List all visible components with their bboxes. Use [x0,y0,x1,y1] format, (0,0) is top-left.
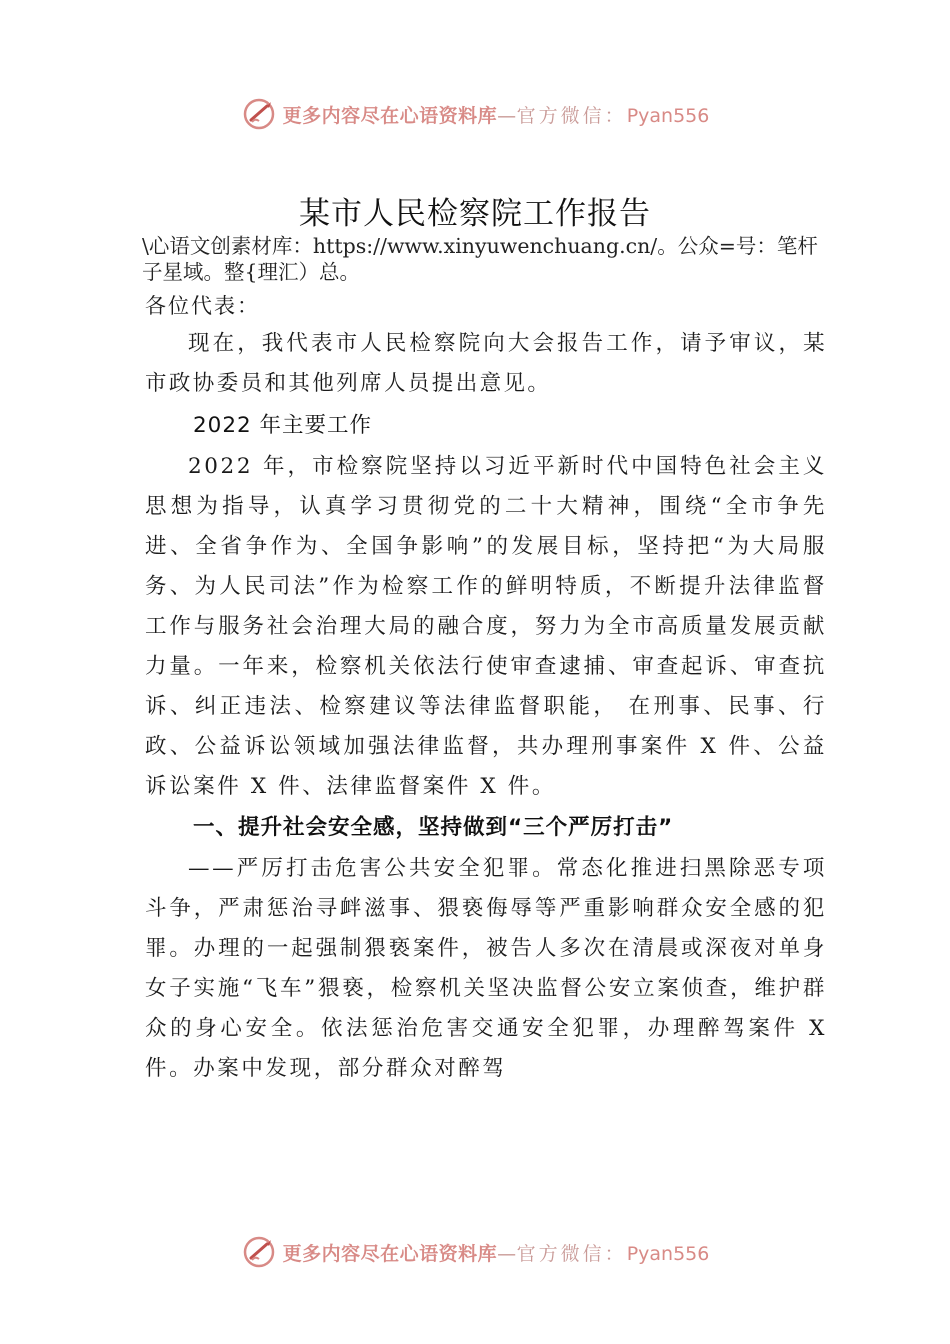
watermark-text: 更多内容尽在心语资料库—官方微信：Pyan556 [282,104,710,127]
watermark-banner-top [0,94,950,134]
document-title: 某市人民检察院工作报告 [299,196,651,232]
section1-heading: 一、提升社会安全感，坚持做到“三个严厉打击” [193,815,674,840]
quill-logo-icon [241,1234,277,1270]
watermark-banner-bottom [0,1232,950,1272]
watermark-text: 更多内容尽在心语资料库—官方微信：Pyan556 [282,1242,710,1265]
summary-paragraph: 2022 年，市检察院坚持以习近平新时代中国特色社会主义思想为指导，认真学习贯彻党的二十大精神，围绕“全市争先进、全省争作为、全国争影响”的发展目标，坚持把“为大局服务、为人民司法”作为检察工作的鲜明特质，不断提升法律监督工作与服务社会治理大局的融合度，努力为全市高质量发展贡献力量。一年来，检察机关依法行使审查逮捕、审查起诉、审查抗诉、纠正违法、检察建议等法律监督职能， 在刑事、民事、行政、公益诉讼领域加强法律监督，共办理刑事案件 X 件、公益诉讼案件 X 件、法律监督案件 X 件。 [145,454,827,799]
greeting: 各位代表： [145,294,260,318]
intro-paragraph: 现在，我代表市人民检察院向大会报告工作，请予审议，某市政协委员和其他列席人员提出意见。 [145,331,827,396]
source-notice: \心语文创素材库：https://www.xinyuwenchuang.cn/。公众=号：笔杆子星域。整{理汇）总。 [142,234,818,284]
quill-logo-icon [241,96,277,132]
section1-paragraph: ——严厉打击危害公共安全犯罪。常态化推进扫黑除恶专项斗争，严肃惩治寻衅滋事、猥亵侮辱等严重影响群众安全感的犯罪。办理的一起强制猥亵案件，被告人多次在清晨或深夜对单身女子实施“飞车”猥亵，检察机关坚决监督公安立案侦查，维护群众的身心安全。依法惩治危害交通安全犯罪，办理醉驾案件 X 件。办案中发现，部分群众对醉驾 [145,856,827,1081]
heading-main-work: 2022 年主要工作 [193,413,373,438]
